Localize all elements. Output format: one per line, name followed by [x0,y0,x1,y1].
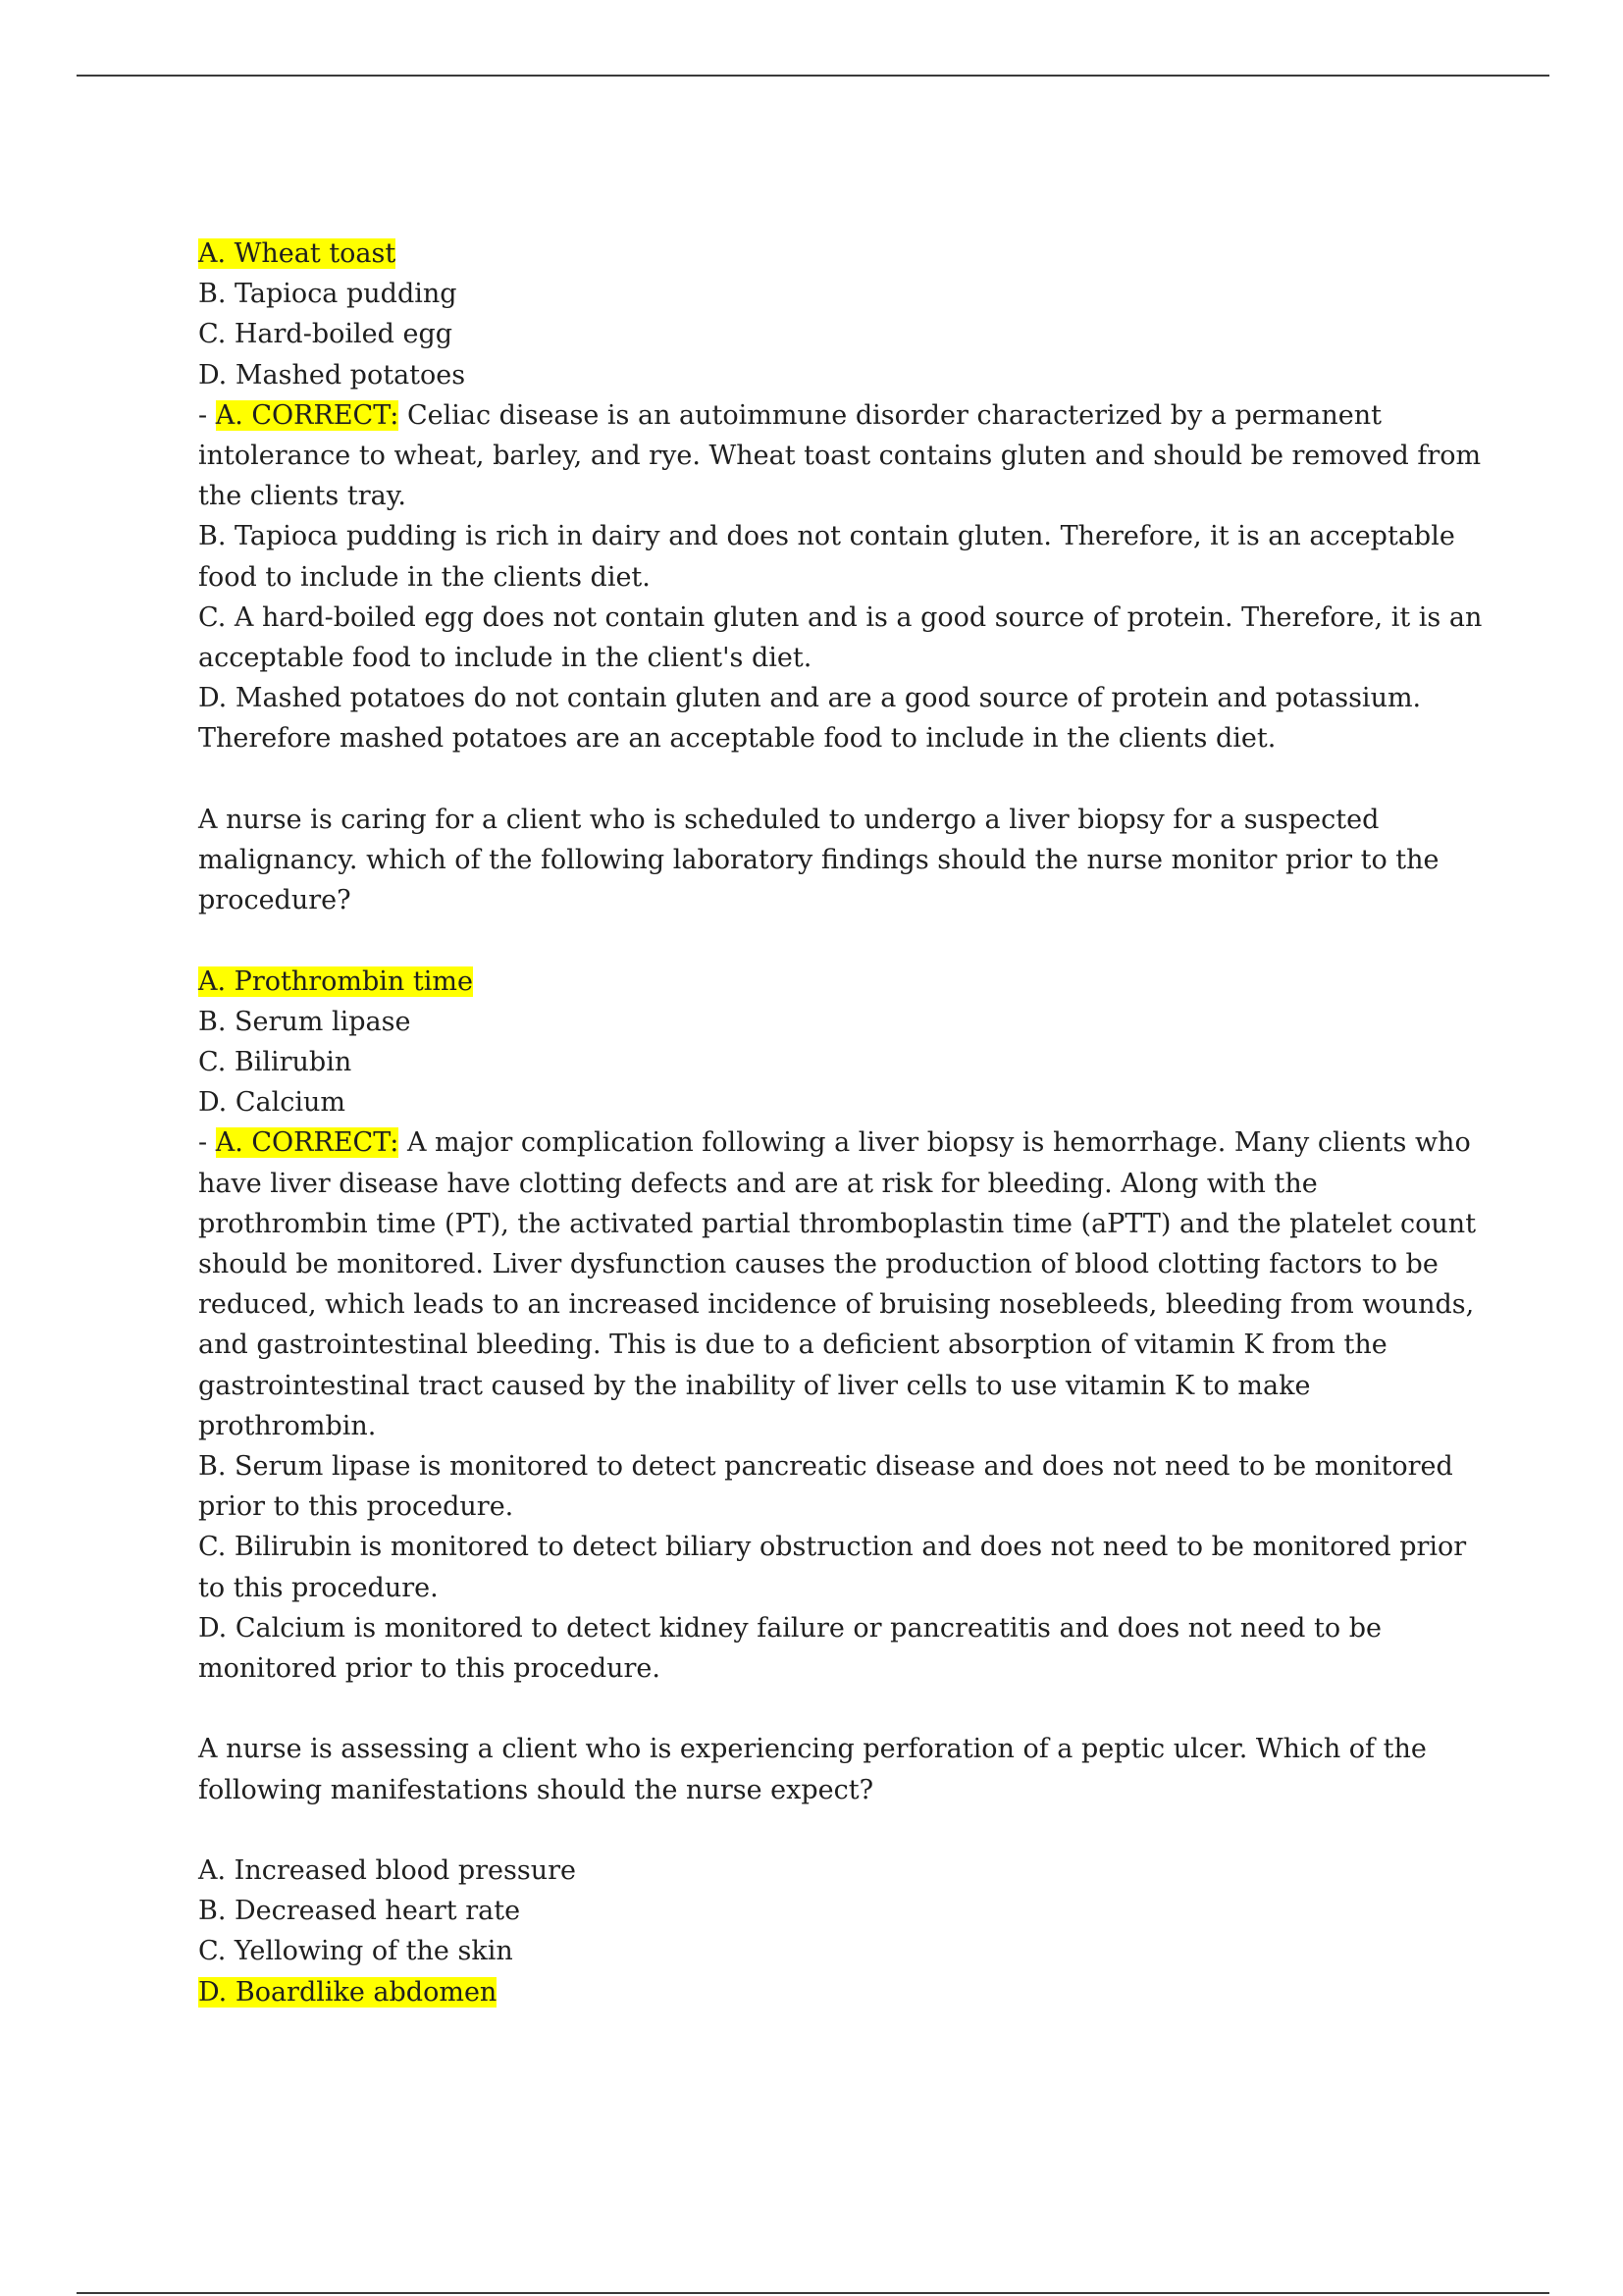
document-body [198,234,1493,2012]
q2-option-a [198,962,1493,1002]
q2-rationale-prefix: - [198,1127,216,1159]
q1-rationale-c: C. A hard-boiled egg does not contain gluten and is a good source of protein. Therefore, it is an acceptable food to include in the client's diet. [198,601,1483,674]
header-rule [77,75,1549,77]
q3-option-c: C. Yellowing of the skin [198,1936,513,1967]
spacer [198,1810,1493,1851]
q1-option-a [198,234,1493,274]
q2-rationale-a [198,1122,1493,1446]
spacer [198,759,1493,800]
q2-rationale-c: C. Bilirubin is monitored to detect biliary obstruction and does not need to be monitored prior to this procedure. [198,1532,1467,1603]
q2-rationale-d: D. Calcium is monitored to detect kidney failure or pancreatitis and does not need to be monitored prior to this procedure. [198,1612,1382,1685]
q1-rationale-prefix: - [198,399,216,431]
spacer [198,1689,1493,1729]
q1-option-d: D. Mashed potatoes [198,359,466,391]
q3-option-d-highlight: D. Boardlike abdomen [198,1976,497,2008]
q2-correct-label: A. CORRECT: [215,1127,399,1159]
q3-question: A nurse is assessing a client who is experiencing perforation of a peptic ulcer. Which of the following manifestations should the nurse expect? [198,1734,1427,1805]
q3-option-b: B. Decreased heart rate [198,1896,521,1927]
q3-option-a: A. Increased blood pressure [198,1855,576,1887]
q2-rationale-a-text: A major complication following a liver biopsy is hemorrhage. Many clients who have liver disease have clotting defects and are at risk for bleeding. Along with the prothrombin time (PT), the activated partial thromboplastin time (aPTT) and the platelet count should be monitored. Liver dysfunction causes the production of blood clotting factors to be reduced, which leads to an increased incidence of bruising nosebleeds, bleeding from wounds, and gastrointestinal bleeding. This is due to a deficient absorption of vitamin K from the gastrointestinal tract caused by the inability of liver cells to use vitamin K to make prothrombin. [198,1127,1477,1441]
q2-option-b: B. Serum lipase [198,1006,411,1037]
q1-rationale-a [198,395,1493,517]
q2-option-c: C. Bilirubin [198,1047,352,1078]
q1-option-c: C. Hard-boiled egg [198,319,453,350]
q1-option-a-highlight: A. Wheat toast [198,238,396,269]
q2-rationale-b: B. Serum lipase is monitored to detect pancreatic disease and does not need to be monitored prior to this procedure. [198,1451,1453,1523]
q3-option-d [198,1972,1493,2012]
spacer [198,920,1493,961]
q1-rationale-b: B. Tapioca pudding is rich in dairy and does not contain gluten. Therefore, it is an acceptable food to include in the clients diet. [198,521,1455,593]
q1-rationale-d: D. Mashed potatoes do not contain gluten and are a good source of protein and potassium. Therefore mashed potatoes are an acceptable food to include in the clients diet. [198,683,1422,755]
q2-option-a-highlight: A. Prothrombin time [198,965,473,997]
q1-rationale-a-text: Celiac disease is an autoimmune disorder characterized by a permanent intolerance to wheat, barley, and rye. Wheat toast contains gluten and should be removed from the clients tray. [198,399,1482,512]
q2-option-d: D. Calcium [198,1087,345,1119]
q2-question: A nurse is caring for a client who is scheduled to undergo a liver biopsy for a suspected malignancy. which of the following laboratory findings should the nurse monitor prior to the procedure? [198,804,1440,916]
q1-correct-label: A. CORRECT: [215,399,399,431]
q1-option-b: B. Tapioca pudding [198,279,457,310]
footer-rule [77,2292,1549,2294]
